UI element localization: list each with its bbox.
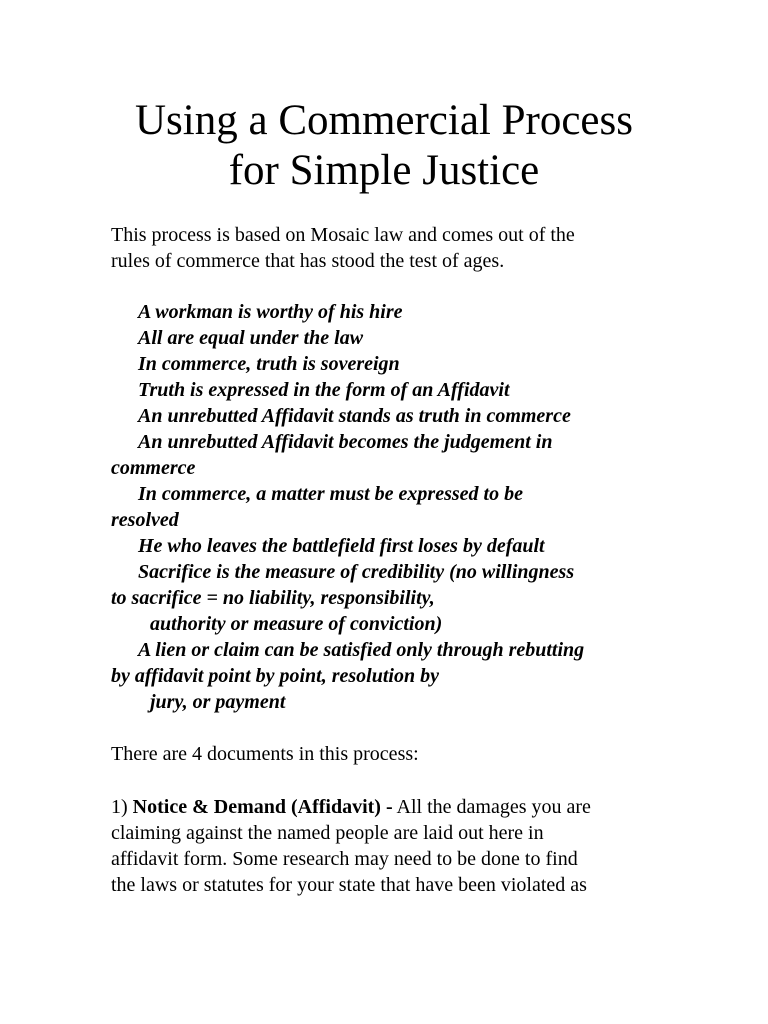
maxim-line: An unrebutted Affidavit stands as truth in commerce xyxy=(138,405,571,427)
doc1-line: affidavit form. Some research may need to be done to find xyxy=(111,848,578,870)
maxim-line: In commerce, truth is sovereign xyxy=(138,353,400,375)
title-line-2: for Simple Justice xyxy=(228,147,540,194)
doc1-line: claiming against the named people are laid out here in xyxy=(111,822,544,844)
document-1-paragraph xyxy=(111,794,671,898)
maxim-line: A workman is worthy of his hire xyxy=(138,301,403,323)
doc1-first-line-text: All the damages you are xyxy=(396,796,591,818)
doc1-heading: Notice & Demand (Affidavit) - xyxy=(132,796,393,818)
maxim-line: by affidavit point by point, resolution by xyxy=(111,665,439,687)
title-line-1: Using a Commercial Process xyxy=(135,97,633,144)
maxim-line: All are equal under the law xyxy=(138,327,364,349)
maxim-line: resolved xyxy=(111,509,179,531)
documents-intro: There are 4 documents in this process: xyxy=(111,743,419,765)
maxim-line: to sacrifice = no liability, responsibility, xyxy=(111,587,435,609)
maxims-list xyxy=(111,299,671,715)
document-title xyxy=(0,96,768,196)
maxim-line: commerce xyxy=(111,457,196,479)
maxim-line: In commerce, a matter must be expressed to be xyxy=(138,483,523,505)
intro-paragraph xyxy=(111,222,671,274)
maxim-line: Truth is expressed in the form of an Affidavit xyxy=(138,379,510,401)
intro-line-1: This process is based on Mosaic law and comes out of the xyxy=(111,224,575,246)
maxim-line: A lien or claim can be satisfied only through rebutting xyxy=(138,639,585,661)
maxim-line: jury, or payment xyxy=(150,691,286,713)
intro-line-2: rules of commerce that has stood the test of ages. xyxy=(111,250,505,272)
maxim-line: He who leaves the battlefield first loses by default xyxy=(138,535,545,557)
doc1-line: the laws or statutes for your state that have been violated as xyxy=(111,874,587,896)
doc1-first-line xyxy=(111,794,671,820)
maxim-line: authority or measure of conviction) xyxy=(150,613,443,635)
maxim-line: Sacrifice is the measure of credibility (no willingness xyxy=(138,561,575,583)
maxim-line: An unrebutted Affidavit becomes the judgement in xyxy=(138,431,553,453)
doc1-number: 1) xyxy=(111,796,128,818)
